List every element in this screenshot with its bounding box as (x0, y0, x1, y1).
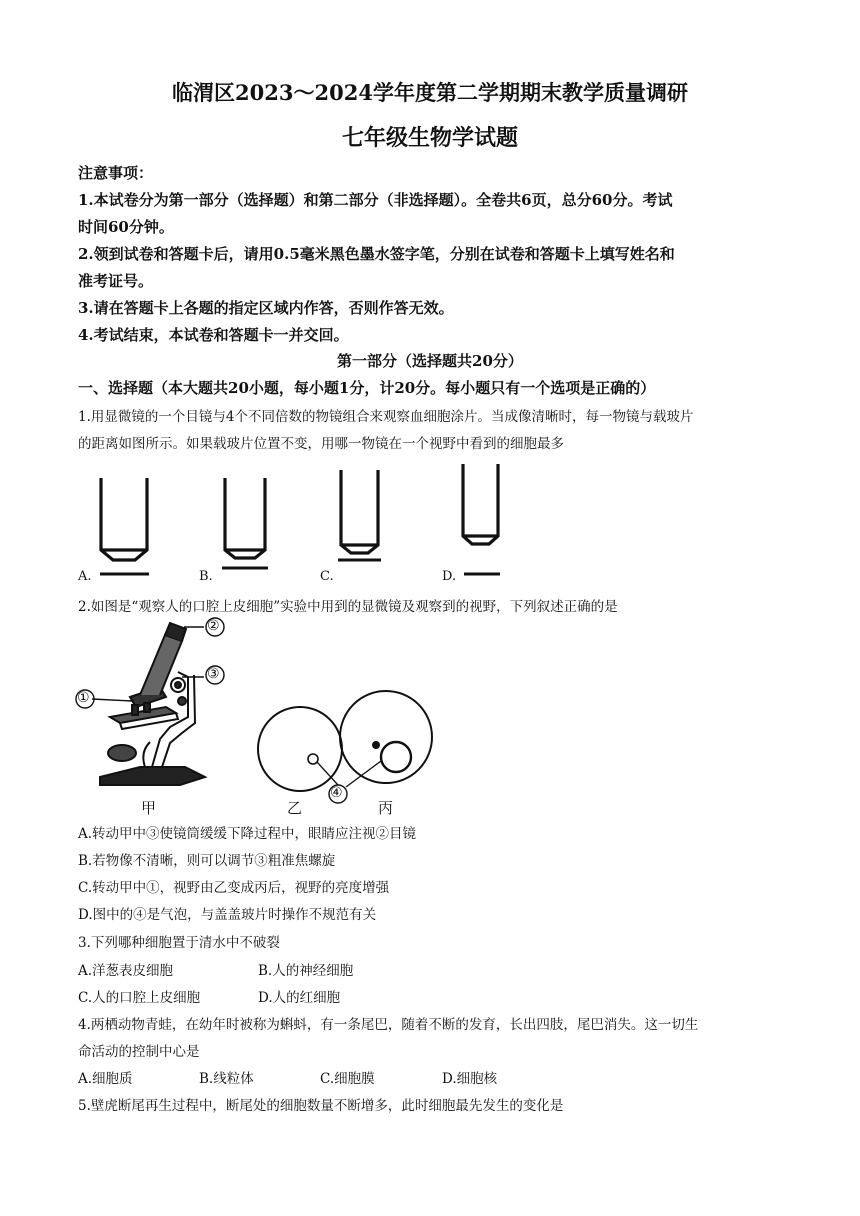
objective-a-icon (100, 478, 149, 574)
microscope-icon (100, 623, 205, 785)
q3-option-b: B.人的神经细胞 (258, 963, 354, 979)
q4-option-d: D.细胞核 (442, 1071, 498, 1087)
q1-option-c: C. (320, 569, 334, 584)
q4-stem-line: 4.两栖动物青蛙，在幼年时被称为蝌蚪，有一条尾巴，随着不断的发育，长出四肢，尾巴消失。这一切生 (78, 1017, 699, 1033)
q2-option-b: B.若物像不清晰，则可以调节③粗准焦螺旋 (78, 853, 336, 869)
notice-line: 2.领到试卷和答题卡后，请用0.5毫米黑色墨水签字笔，分别在试卷和答题卡上填写姓名和 (78, 245, 675, 263)
q1-option-d: D. (442, 569, 457, 584)
label-4: ④ (330, 785, 343, 801)
notice-line: 1.本试卷分为第一部分（选择题）和第二部分（非选择题）。全卷共6页，总分60分。考试 (78, 191, 673, 209)
notice-line: 4.考试结束，本试卷和答题卡一并交回。 (78, 326, 349, 344)
q3-option-a: A.洋葱表皮细胞 (78, 963, 174, 979)
notice-heading: 注意事项： (78, 164, 154, 182)
notice-line: 时间60分钟。 (78, 218, 174, 236)
q2-option-d: D.图中的④是气泡，与盖盖玻片时操作不规范有关 (78, 907, 377, 923)
notice-line: 准考证号。 (78, 272, 154, 290)
label-jia: 甲 (141, 799, 157, 817)
exam-subtitle: 七年级生物学试题 (341, 125, 518, 151)
q2-option-c: C.转动甲中①，视野由乙变成丙后，视野的亮度增强 (78, 880, 390, 896)
q1-option-a: A. (78, 569, 92, 584)
q1-stem-line: 的距离如图所示。如果载玻片位置不变，用哪一物镜在一个视野中看到的细胞最多 (78, 436, 564, 452)
q4-option-c: C.细胞膜 (320, 1071, 375, 1087)
exam-title: 临渭区2023～2024学年度第二学期期末教学质量调研 (172, 80, 688, 105)
q2-microscope-figure (70, 617, 440, 817)
q2-stem: 2.如图是“观察人的口腔上皮细胞”实验中用到的显微镜及观察到的视野，下列叙述正确的是 (78, 599, 618, 615)
label-3: ③ (207, 666, 220, 682)
objective-c-icon (338, 470, 381, 560)
objective-d-icon (463, 464, 500, 574)
q3-option-c: C.人的口腔上皮细胞 (78, 990, 201, 1006)
q2-option-a: A.转动甲中③使镜筒缓缓下降过程中，眼睛应注视②目镜 (78, 826, 417, 842)
q1-stem-line: 1.用显微镜的一个目镜与4个不同倍数的物镜组合来观察血细胞涂片。当成像清晰时，每一物镜与载玻片 (78, 409, 694, 425)
notice-line: 3.请在答题卡上各题的指定区域内作答，否则作答无效。 (78, 299, 454, 317)
label-1: ① (77, 690, 90, 706)
label-bing: 丙 (378, 799, 394, 817)
q1-objective-lenses-figure (70, 456, 530, 586)
q5-stem: 5.壁虎断尾再生过程中，断尾处的细胞数量不断增多，此时细胞最先发生的变化是 (78, 1098, 564, 1114)
label-yi: 乙 (287, 799, 303, 817)
label-2: ② (207, 618, 220, 634)
section-heading: 一、选择题（本大题共20小题，每小题1分，计20分。每小题只有一个选项是正确的） (78, 379, 656, 397)
field-view-yi (258, 707, 342, 791)
q4-stem-line: 命活动的控制中心是 (78, 1044, 200, 1060)
objective-b-icon (222, 478, 268, 568)
part1-heading: 第一部分（选择题共20分） (337, 352, 523, 370)
q3-stem: 3.下列哪种细胞置于清水中不破裂 (78, 935, 280, 951)
q3-option-d: D.人的红细胞 (258, 990, 341, 1006)
q4-option-a: A.细胞质 (78, 1071, 133, 1087)
q1-option-b: B. (199, 569, 213, 584)
q4-option-b: B.线粒体 (199, 1071, 254, 1087)
